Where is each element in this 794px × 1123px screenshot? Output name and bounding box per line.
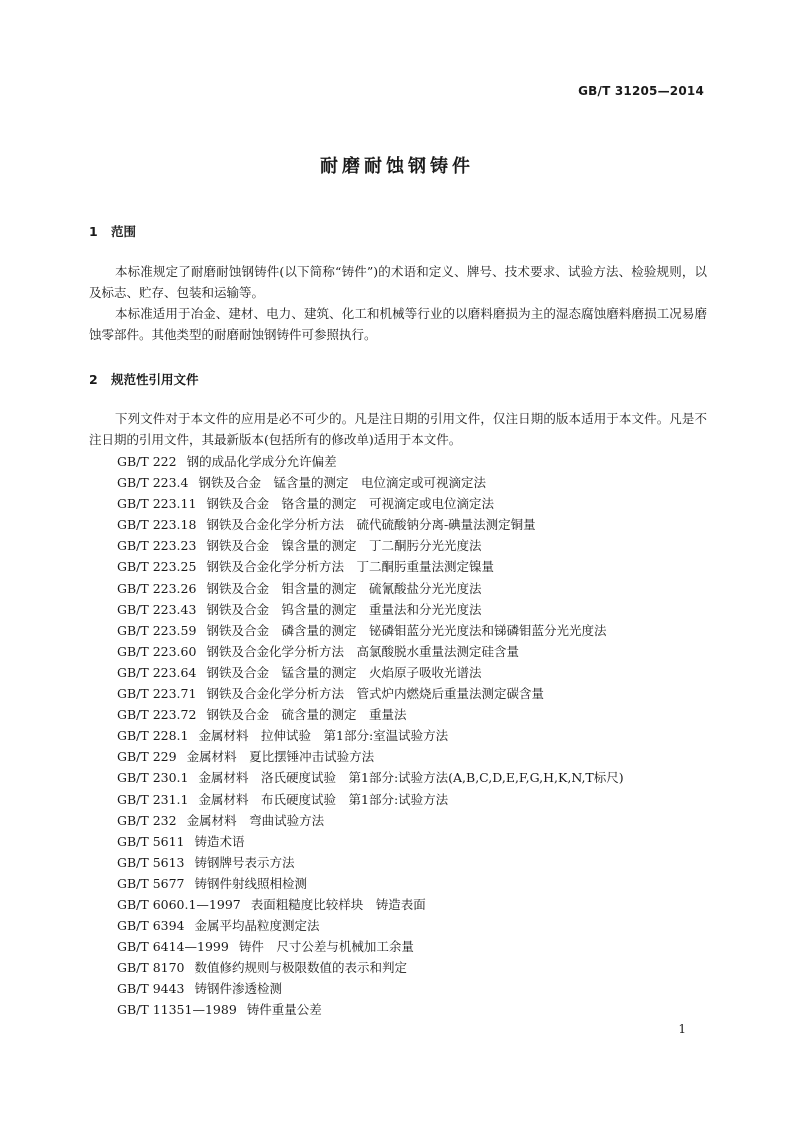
reference-title: 钢的成品化学成分允许偏差 — [186, 454, 337, 469]
reference-code: GB/T 228.1 — [117, 728, 189, 744]
reference-item — [117, 936, 624, 957]
reference-code: GB/T 223.71 — [117, 686, 197, 702]
reference-title: 钢铁及合金 锰含量的测定 火焰原子吸收光谱法 — [206, 664, 482, 680]
reference-code: GB/T 5677 — [117, 875, 185, 891]
reference-item — [117, 789, 624, 810]
reference-item — [117, 915, 624, 936]
reference-item — [117, 556, 624, 577]
reference-title: 表面粗糙度比较样块 铸造表面 — [250, 896, 426, 912]
reference-item — [117, 894, 624, 915]
reference-item — [117, 725, 624, 746]
reference-title: 铸件 尺寸公差与机械加工余量 — [238, 939, 414, 955]
reference-item — [117, 767, 624, 788]
reference-code: GB/T 222 — [117, 454, 177, 469]
reference-title: 铸件重量公差 — [246, 1002, 322, 1018]
reference-item — [117, 999, 624, 1020]
reference-item — [117, 578, 624, 599]
reference-title: 铸钢件射线照相检测 — [194, 875, 308, 891]
reference-title: 钢铁及合金 钨含量的测定 重量法和分光光度法 — [206, 601, 482, 617]
reference-item — [117, 514, 624, 535]
reference-title: 金属平均晶粒度测定法 — [194, 918, 320, 934]
reference-code: GB/T 223.72 — [117, 707, 197, 723]
reference-code: GB/T 231.1 — [117, 791, 189, 807]
reference-item — [117, 599, 624, 620]
reference-code: GB/T 11351—1989 — [117, 1002, 237, 1018]
reference-item — [117, 493, 624, 514]
section-heading-scope — [89, 222, 136, 240]
reference-title: 钢铁及合金化学分析方法 硫代硫酸钠分离-碘量法测定铜量 — [206, 517, 536, 533]
reference-item — [117, 978, 624, 999]
reference-item — [117, 852, 624, 873]
reference-title: 钢铁及合金 铬含量的测定 可视滴定或电位滴定法 — [206, 496, 494, 512]
reference-item — [117, 704, 624, 725]
reference-code: GB/T 6394 — [117, 918, 185, 934]
reference-code: GB/T 230.1 — [117, 770, 189, 786]
page-number: 1 — [678, 1022, 686, 1036]
section-title: 范围 — [111, 224, 137, 239]
section-number: 1 — [89, 224, 98, 239]
reference-item — [117, 662, 624, 683]
reference-title: 金属材料 夏比摆锤冲击试验方法 — [186, 749, 375, 765]
reference-item — [117, 451, 624, 472]
reference-item — [117, 535, 624, 556]
reference-list — [117, 451, 624, 1021]
reference-title: 钢铁及合金化学分析方法 丁二酮肟重量法测定镍量 — [206, 559, 494, 575]
reference-item — [117, 620, 624, 641]
reference-code: GB/T 6414—1999 — [117, 939, 229, 955]
reference-code: GB/T 223.60 — [117, 643, 197, 659]
standard-code: GB/T 31205—2014 — [578, 84, 704, 98]
reference-code: GB/T 223.18 — [117, 517, 197, 533]
reference-code: GB/T 223.25 — [117, 559, 197, 575]
section-heading-normative-references — [89, 370, 199, 388]
reference-code: GB/T 5611 — [117, 833, 185, 849]
reference-item — [117, 746, 624, 767]
reference-code: GB/T 223.23 — [117, 538, 197, 554]
reference-title: 钢铁及合金化学分析方法 高氯酸脱水重量法测定硅含量 — [206, 643, 519, 659]
reference-code: GB/T 229 — [117, 749, 177, 765]
reference-title: 钢铁及合金 磷含量的测定 铋磷钼蓝分光光度法和锑磷钼蓝分光光度法 — [206, 622, 607, 638]
reference-code: GB/T 5613 — [117, 854, 185, 870]
reference-code: GB/T 8170 — [117, 960, 185, 976]
reference-code: GB/T 223.4 — [117, 475, 189, 491]
document-title: 耐磨耐蚀钢铸件 — [320, 156, 474, 177]
scope-paragraph-1: 本标准规定了耐磨耐蚀钢铸件(以下简称“铸件”)的术语和定义、牌号、技术要求、试验方法、检验规则，以及标志、贮存、包装和运输等。 — [89, 264, 707, 300]
reference-item — [117, 873, 624, 894]
reference-title: 铸钢件渗透检测 — [194, 981, 283, 997]
reference-item — [117, 641, 624, 662]
reference-title: 钢铁及合金 锰含量的测定 电位滴定或可视滴定法 — [198, 475, 486, 491]
scope-paragraph-2: 本标准适用于冶金、建材、电力、建筑、化工和机械等行业的以磨料磨损为主的湿态腐蚀磨料磨损工况易磨蚀零部件。其他类型的耐磨耐蚀钢铸件可参照执行。 — [89, 306, 707, 342]
reference-title: 钢铁及合金化学分析方法 管式炉内燃烧后重量法测定碳含量 — [206, 686, 544, 702]
section-number: 2 — [89, 372, 98, 387]
reference-title: 铸钢牌号表示方法 — [194, 854, 295, 870]
reference-title: 数值修约规则与极限数值的表示和判定 — [194, 960, 408, 976]
reference-title: 钢铁及合金 镍含量的测定 丁二酮肟分光光度法 — [206, 538, 482, 554]
reference-code: GB/T 223.43 — [117, 601, 197, 617]
reference-code: GB/T 6060.1—1997 — [117, 896, 241, 912]
reference-title: 钢铁及合金 钼含量的测定 硫氰酸盐分光光度法 — [206, 580, 482, 596]
reference-code: GB/T 223.26 — [117, 580, 197, 596]
reference-item — [117, 810, 624, 831]
reference-code: GB/T 223.64 — [117, 664, 197, 680]
reference-title: 金属材料 拉伸试验 第1部分:室温试验方法 — [198, 728, 449, 744]
reference-code: GB/T 9443 — [117, 981, 185, 997]
reference-title: 金属材料 弯曲试验方法 — [186, 812, 325, 828]
reference-title: 金属材料 洛氏硬度试验 第1部分:试验方法(A,B,C,D,E,F,G,H,K,N,T标尺) — [198, 770, 624, 786]
reference-title: 钢铁及合金 硫含量的测定 重量法 — [206, 707, 407, 723]
reference-title: 铸造术语 — [194, 833, 245, 849]
reference-code: GB/T 232 — [117, 812, 177, 828]
reference-title: 金属材料 布氏硬度试验 第1部分:试验方法 — [198, 791, 449, 807]
reference-item — [117, 831, 624, 852]
reference-code: GB/T 223.59 — [117, 622, 197, 638]
references-intro-paragraph: 下列文件对于本文件的应用是必不可少的。凡是注日期的引用文件，仅注日期的版本适用于本文件。凡是不注日期的引用文件，其最新版本(包括所有的修改单)适用于本文件。 — [89, 411, 707, 447]
reference-code: GB/T 223.11 — [117, 496, 197, 512]
section-title: 规范性引用文件 — [111, 372, 199, 387]
reference-item — [117, 472, 624, 493]
reference-item — [117, 683, 624, 704]
reference-item — [117, 957, 624, 978]
